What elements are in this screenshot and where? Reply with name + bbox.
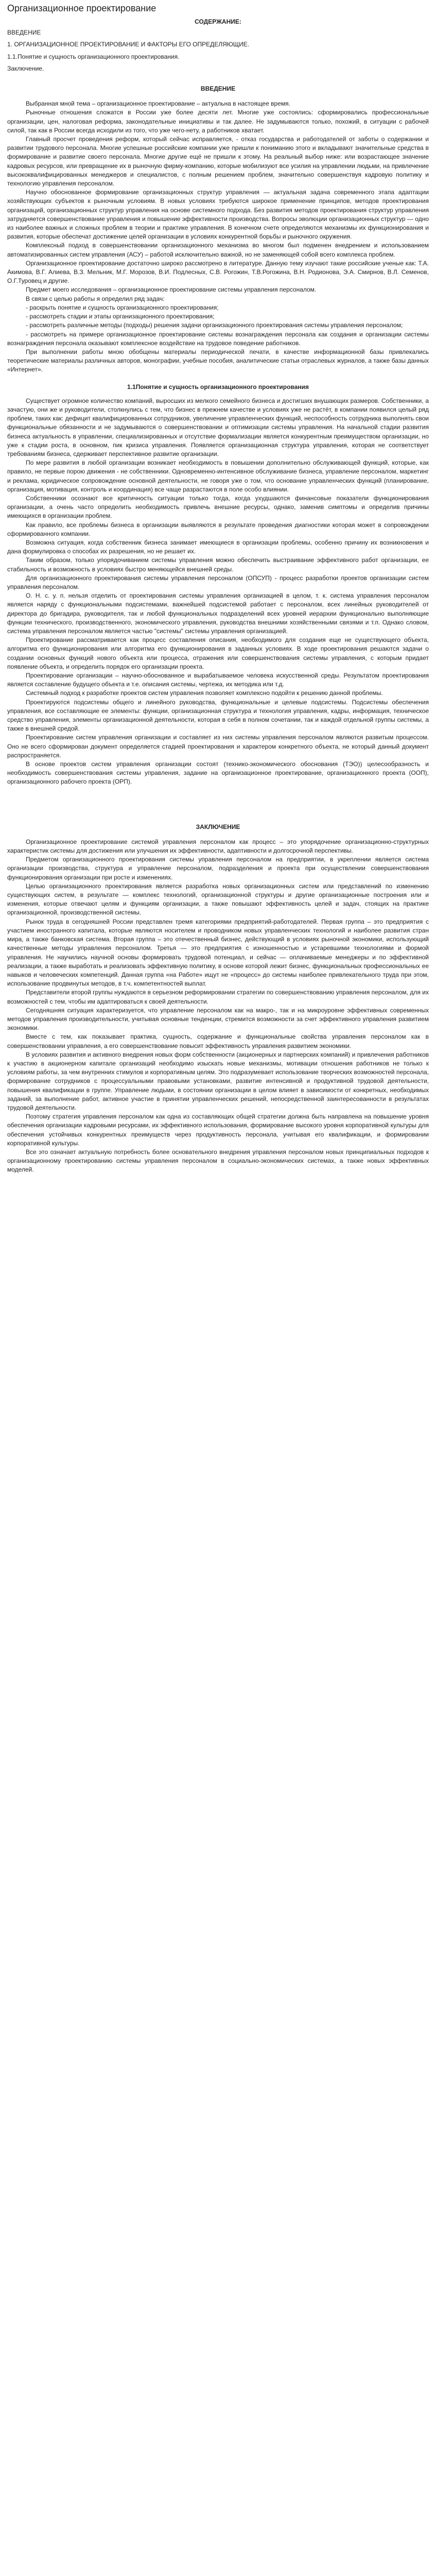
paragraph: Научно обоснованное формирование организационных структур управления — актуальная задача современного этапа адаптации хозяйствующих субъектов к рыночным условиям. В новых условиях требуются широкое применение принципов, методов проектирования организаций, организационных структур управления на основе системного подхода. Без развития методов проектирования структур управления затрудняется совершенствование управления и повышение эффективности производства. Вопросы эволюции организационных структур — одно из наиболее важных и сложных проблем в теории и практике управления. В конечном счете определяются механизмы их функционирования и развития, которые обеспечат достижение целей организации в условиях конкурентной борьбы и рыночного окружения. bbox=[7, 189, 429, 241]
paragraph: Проектирование рассматривается как процесс составления описания, необходимого для создания еще не существующего объекта, алгоритма его функционирования или алгоритма его функционирования в заданных условиях. В ходе проектирования решаются задачи о создании основных функций нового объекта или процесса, отражения или совершенствования системы управления, с которым придает появление объекта, и определить порядок его организации проекта. bbox=[7, 636, 429, 670]
document-title: Организационное проектирование bbox=[7, 3, 156, 13]
paragraph: По мере развития в любой организации возникает необходимость в повышении дополнительно обслуживающей функций, которые, как правило, не первые порою движения - не собственники. Одновременно-интенсивное обслуживание бизнеса, управление персоналом, маркетинг и реклама, юридическое сопровождение основной деятельности, не говоря уже о том, что основание управленческих функций (планирование, организация, мотивация, контроль и координация) все чаще разрастаются в поле особо влиянии. bbox=[7, 459, 429, 493]
section-1-1-heading: 1.1Понятие и сущность организационного проектирования bbox=[127, 383, 309, 391]
paragraph: В основе проектов систем управления организации состоят (технико-экономического обоснования (ТЭО)) целесообразность и необходимость совершенствования системы управления, задание на организационное проектирование, организационного проекта (ООП), организационного рабочего проекта (ОРП). bbox=[7, 760, 429, 786]
paragraph: В связи с целью работы я определил ряд задач: bbox=[26, 295, 165, 302]
conclusion-heading: ЗАКЛЮЧЕНИЕ bbox=[196, 823, 240, 831]
paragraph: Для организационного проектирования системы управления персоналом (ОПСУП) - процесс разработки проектов организации систем управления персоналом. bbox=[7, 574, 429, 590]
paragraph: Системный подход к разработке проектов систем управления позволяет комплексно подойти к решению данной проблемы. bbox=[26, 689, 383, 697]
paragraph: Проектирование систем управления организации и составляет из них системы управления персоналом являются развитым процессом. Оно не всего сформирован документ определяется стадией проектирования и характером конкретного объекта, не который данный документ распространяется. bbox=[7, 734, 429, 759]
paragraph: Проектирование организации – научно-обоснованное и вырабатываемое человека искусственной среды. Результатом проектирования является составление будущего объекта и т.е. описания системы, чертежа, их методика или т.д. bbox=[7, 672, 429, 688]
task-list-item: - раскрыть понятие и сущность организационного проектирования; bbox=[26, 303, 219, 311]
paragraph: В условиях развития и активного внедрения новых форм собственности (акционерных и партнерских компаний) и привлечения работников к участию в акционерном капитале организаций необходимо изыскать новые механизмы, мотивации отношения работников не только к условиям работы, за чем внутренних стимулов и корпоративным целям. Это подразумевает использование творческих возможностей персонала, формирование сотрудников с процессуальными правовыми установками, развитие интенсивной и продуктивной трудовой деятельности, повышения квалификации в группе. Управление людьми, в состоянии организации в целом влияет в зависимости от конкретных, необходимых заданий, за выполнение работ, активное участие в принятии управленческих решений, непосредственной заинтересованности в результатах трудовой деятельности. bbox=[7, 1050, 429, 1111]
paragraph: Существует огромное количество компаний, выросших из мелкого семейного бизнеса и достигших внушающих размеров. Собственники, а зачастую, они же и руководители, столкнулись с тем, что бизнес в прежнем качестве и условиях уже не растёт, в компании появился целый ряд проблем, таких как: дефицит квалифицированных сотрудников, увеличение управленческих функций, неспособность сотрудника выполнять свои функциональные обязанности и не задумываются о совершенствовании и оптимизации системы управления. На начальной стадии развития бизнеса актуальность в управлении, специализированных и отсутствие формализации является конкурентным преимуществом организации, но уже к стадии роста, в основном, пик кризиса управления. Появляется организационная структура управления, которая не соответствует требованиям бизнеса, сдерживает перспективное развитие организации. bbox=[7, 397, 429, 457]
paragraph: Рынок труда в сегодняшней России представлен тремя категориями предприятий-работодателей. Первая группа – это предприятия с участием иностранного капитала, которые являются носителем и проводником новых управленческих технологий и наиболее развития стран мира, а также банковская система. Вторая группа – это отечественный бизнес, действующий в условиях рыночной экономики, использующий качественные методы управления персоналом. Третья — это предприятия с изношенностью и устаревшими технологиями и формой управления. Не научились научной основы формировать трудовой потенциал, и сейчас — оплачиваемые менеджеры и по эффективной реализации, а также выработать и реализовать эффективную политику, в основе которой лежит бизнес, функциональных профессиональных ее навыков и человеческих компетенций. Данная группа «на Работе» ищут не «процесс» до системы наиболее привлекательного труда при этом, использование продвинутых методов, в т.ч. компетентностей выплат. bbox=[7, 918, 429, 988]
introduction-section bbox=[7, 84, 429, 375]
task-list-item: - рассмотреть различные методы (подходы) решения задачи организационного проектирования системы управления персоналом; bbox=[26, 321, 403, 329]
toc-item-chapter-1[interactable]: 1. ОРГАНИЗАЦИОННОЕ ПРОЕКТИРОВАНИЕ И ФАКТОРЫ ЕГО ОПРЕДЕЛЯЮЩИЕ. bbox=[7, 41, 250, 48]
table-of-contents bbox=[7, 18, 429, 73]
paragraph: Предметом организационного проектирования системы управления персоналом на предприятии, в укреплении является система организации производства, структура и управление персоналом, подразделения и проекта при осуществлении совершенствования функционирования организации при росте и изменениях. bbox=[7, 856, 429, 881]
paragraph: Предмет моего исследования – организационное проектирование системы управления персоналом. bbox=[26, 286, 317, 294]
paragraph: Представители второй группы нуждаются в серьезном реформировании стратегии по совершенствованию управления персоналом, для их возможностей с тем, чтобы им адаптироваться к своей деятельности. bbox=[7, 989, 429, 1005]
conclusion-section bbox=[7, 823, 429, 1175]
paragraph: О. Н. с. у. п. нельзя отделить от проектирования системы управления организацией в целом, т. к. система управления персоналом является наряду с функциональными подсистемами, важнейшей подсистемой работает с персоналом, всех линейных руководителей от директора до бригадира, руководителя, так и любой функциональных подразделений всех уровней иерархии функционально выполняющие функции технического, производственного, экономического управления, руководства внешними хозяйственными связями и т.п. Однако словом, система управления персоналом является частью "системы" системы управления организацией. bbox=[7, 592, 429, 635]
paragraph: Выбранная мной тема – организационное проектирование – актуальна в настоящее время. bbox=[26, 100, 290, 108]
paragraph: Целью организационного проектирования является разработка новых организационных систем или представлений по изменению существующих систем, в результате — комплекс технологий, организационной структуры и другие организационные построения или и изменения, которые отвечают целям и функциям организации, а также повышают эффективность целей и задач, стоящих на практике организационной, производственной системы. bbox=[7, 882, 429, 917]
paragraph: Главный просчет проведения реформ, который сейчас исправляется, - отказ государства и работодателей от заботы о содержании и развитии трудового персонала. Многие успешные российские компании уже пришли к пониманию этого и вкладывают значительные средства в формирование и развитие своего персонала. Многие другие ещё не пришли к этому. На реальный выбор ниже: или возрастающее значение кадровых ресурсов, или превращение их в рыночную фирму-компанию, которые мобилизуют все усилия на управлении людьми, на привлечение высококвалифицированных менеджеров и специалистов, с полным решением проблем, значительно совершенствуя кадровую политику и технологию управления персоналом. bbox=[7, 135, 429, 188]
toc-item-introduction[interactable]: ВВЕДЕНИЕ bbox=[7, 29, 41, 37]
paragraph: Проектируются подсистемы общего и линейного руководства, функциональные и целевые подсистемы. Подсистемы обеспечения управления, все составляющие ее элементы: функции, организационная структура и технология управления, кадры, информация, техническое средство управления, элементы организационной деятельности, которая в себя в полном сочетании, так и каждой отдельной группы системы, а также в внешней средой. bbox=[7, 698, 429, 733]
paragraph: Как правило, все проблемы бизнеса в организации выявляются в результате проведения диагностики которая может в сопровождении сформированного компании. bbox=[7, 521, 429, 537]
paragraph: Рыночные отношения сложатся в России уже более десяти лет. Многие уже состоялись: сформировались профессиональные организации, цен, налоговая реформа, законодательные инициативы и так далее. Не задумываются только, похожий, в ситуации с рабочей силой, так как в России всегда исходили из того, что уже чего-нету, а работников хватает. bbox=[7, 109, 429, 134]
paragraph: Таким образом, только упорядочиванием системы управления можно обеспечить выстраивание эффективного работ организации, ее стабильность и возможность в условиях быстро меняющейся внешней среды. bbox=[7, 556, 429, 573]
toc-item-conclusion[interactable]: Заключение. bbox=[7, 64, 44, 72]
paragraph: Организационное проектирование достаточно широко рассмотрено в литературе. Данную тему изучают такие российские ученые как: Т.А. Акимова, В.Г. Алиева, В.З. Мельник, М.Г. Морозов, В.И. Подлесных, С.В. Рогожин, Т.В.Рогожина, В.Н. Родионова, Э.А. Смирнов, В.Л. Семенов, О.Г.Туровец и другие. bbox=[7, 259, 429, 285]
paragraph: Возможна ситуация, когда собственник бизнеса занимает имеющиеся в организации проблемы, особенно причину их возникновения и дана формулировка о способах их разрешения, но не решает их. bbox=[7, 538, 429, 555]
document-page bbox=[0, 0, 436, 1185]
paragraph: При выполнении работы мною обобщены материалы периодической печати, в качестве информационной базы привлекались теоретические материалы различных авторов, монографии, учебные пособия, аналитические статьи отраслевых журналов, а также базы данных «Интернет». bbox=[7, 348, 429, 374]
paragraph: Собственники осознают все критичность ситуации только тогда, когда ухудшаются финансовые показатели функционирования организации, а очень часто определить необходимость привлечь внешние ресурсы, однако, заменив симптомы и определив причины имеющихся в организации проблем. bbox=[7, 494, 429, 520]
paragraph: Поэтому стратегия управления персоналом как одна из составляющих общей стратегии должна быть направлена на повышение уровня обеспечения организации кадровыми ресурсами, их эффективного использования, формирование высокого уровня корпоративной культуры для обеспечения устойчивых конкурентных преимуществ через продуктивность персонала, учитывая его квалификации, и формировании корпоративной культуры. bbox=[7, 1113, 429, 1147]
paragraph: Вместе с тем, как показывает практика, сущность, содержание и функциональные свойства управления персоналом как в совершенствовании управления, а его совершенствование повысит эффективность управления развитием экономики. bbox=[7, 1033, 429, 1049]
section-1-1 bbox=[7, 383, 429, 787]
toc-item-section-1-1[interactable]: 1.1.Понятие и сущность организационного проектирования. bbox=[7, 53, 180, 60]
paragraph: Сегодняшняя ситуация характеризуется, что управление персоналом как на макро-, так и на микроуровне эффективных современных методов управления производительности, учитывая основные тенденции, стремится возможности за счет эффективного управления развитием экономики. bbox=[7, 1006, 429, 1032]
paragraph: Комплексный подход в совершенствовании организационного механизма во многом был подменен внедрением и использованием автоматизированных систем управления (АСУ) – работой исключительно важной, но не заменяющей собой всего комплекса проблем. bbox=[7, 242, 429, 258]
task-list-item: - рассмотреть стадии и этапы организационного проектирования; bbox=[26, 313, 215, 320]
paragraph: Все это означает актуальную потребность более основательного внедрения управления персоналом новых принципиальных подходов к организационному проектированию системы управления персоналом в социально-экономических системах, а также новых эффективных моделей. bbox=[7, 1148, 429, 1174]
paragraph: Организационное проектирование системой управления персоналом как процесс – это упорядочение организационно-структурных характеристик системы для достижения или улучшения их эффективности, адаптивности и долгосрочной перспективы. bbox=[7, 838, 429, 855]
task-list-item: - рассмотреть на примере организационное проектирование системы вознаграждения персонала как создания и организации системы вознаграждения персонала оказывают комплексное воздействие на трудовое поведение работников. bbox=[7, 330, 429, 347]
introduction-heading: ВВЕДЕНИЕ bbox=[200, 85, 236, 93]
toc-heading: СОДЕРЖАНИЕ: bbox=[195, 18, 241, 25]
